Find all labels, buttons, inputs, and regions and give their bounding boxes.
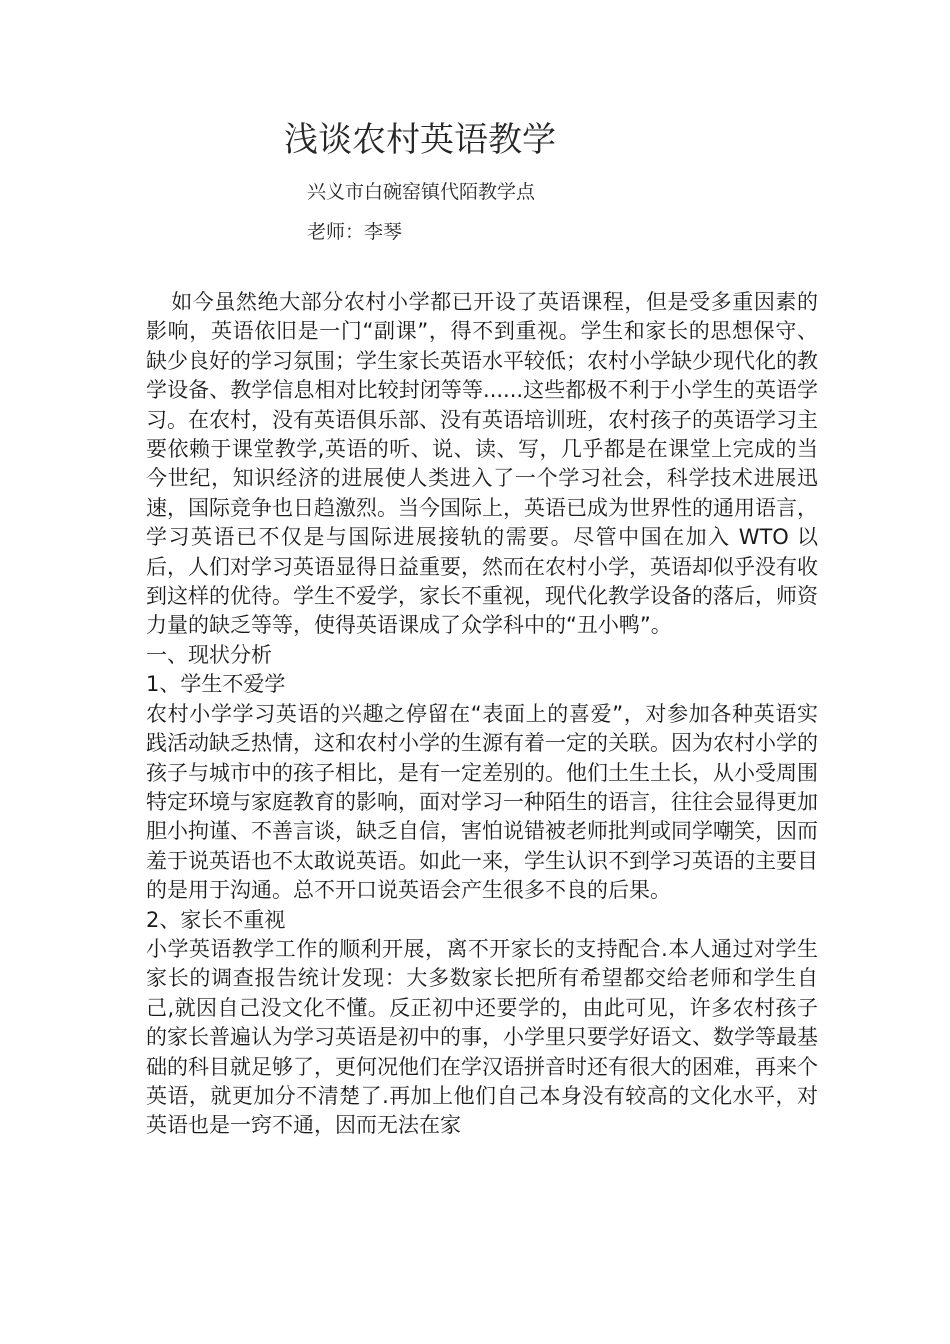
document-title: 浅谈农村英语教学 — [284, 120, 556, 160]
subsection-heading-parents: 2、家长不重视 — [146, 907, 286, 932]
section-heading-status: 一、现状分析 — [146, 642, 272, 667]
subsection-heading-students: 1、学生不爱学 — [146, 672, 286, 697]
intro-paragraph: 如今虽然绝大部分农村小学都已开设了英语课程，但是受多重因素的影响，英语依旧是一门“副课”，得不到重视。学生和家长的思想保守、缺少良好的学习氛围；学生家长英语水平较低；农村小学缺少现代化的教学设备、教学信息相对比较封闭等等......这些都极不利于小学生的英语学习。在农村，没有英语俱乐部、没有英语培训班，农村孩子的英语学习主要依赖于课堂教学,英语的听、说、读、写，几乎都是在课堂上完成的当今世纪，知识经济的进展使人类进入了一个学习社会，科学技术进展迅速，国际竞争也日趋激烈。当今国际上，英语已成为世界性的通用语言，学习英语已不仅是与国际进展接轨的需要。尽管中国在加入 WTO 以后，人们对学习英语显得日益重要，然而在农村小学，英语却似乎没有收到这样的优待。学生不爱学，家长不重视，现代化教学设备的落后，师资力量的缺乏等等，使得英语课成了众学科中的“丑小鸭”。 — [146, 290, 818, 638]
document-body — [146, 288, 818, 1141]
school-name: 兴义市白碗窑镇代陌教学点 — [307, 181, 536, 203]
teacher-name: 老师：李琴 — [307, 221, 403, 243]
parents-paragraph: 小学英语教学工作的顺利开展，离不开家长的支持配合.本人通过对学生家长的调查报告统计发现：大多数家长把所有希望都交给老师和学生自己,就因自己没文化不懂。反正初中还要学的，由此可见，许多农村孩子的家长普遍认为学习英语是初中的事，小学里只要学好语文、数学等最基础的科目就足够了，更何况他们在学汉语拼音时还有很大的困难，再来个英语，就更加分不清楚了.再加上他们自己本身没有较高的文化水平，对英语也是一窍不通，因而无法在家 — [146, 936, 818, 1138]
students-paragraph: 农村小学学习英语的兴趣之停留在“表面上的喜爱”，对参加各种英语实践活动缺乏热情，这和农村小学的生源有着一定的关联。因为农村小学的孩子与城市中的孩子相比，是有一定差别的。他们土生土长，从小受周围特定环境与家庭教育的影响，面对学习一种陌生的语言，往往会显得更加胆小拘谨、不善言谈，缺乏自信，害怕说错被老师批判或同学嘲笑，因而羞于说英语也不太敢说英语。如此一来，学生认识不到学习英语的主要目的是用于沟通。总不开口说英语会产生很多不良的后果。 — [146, 701, 818, 903]
